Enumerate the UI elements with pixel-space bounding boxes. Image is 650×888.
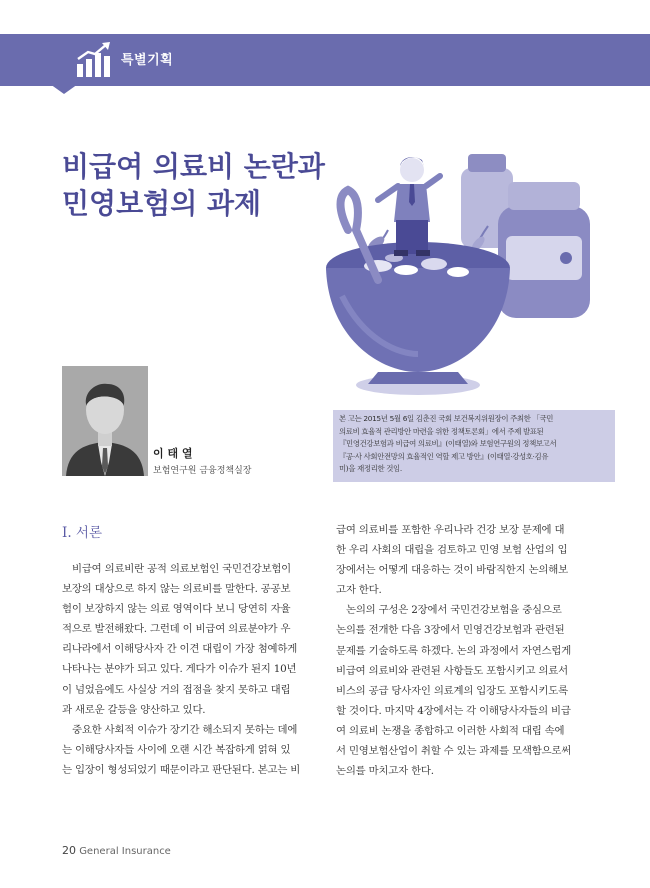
body-column-right <box>336 520 596 781</box>
note-line: 본 고는 2015년 5월 6일 김춘진 국회 보건복지위원장이 주최한 「국민 <box>339 414 554 423</box>
paragraph-line: 이 넘었음에도 사실상 거의 접점을 찾지 못하고 대립 <box>62 683 291 696</box>
note-line: 의료비 효율적 관리방안 마련을 위한 정책토론회」에서 주제 발표된 <box>339 426 544 436</box>
title-line: 비급여 의료비 논란과 <box>62 150 325 183</box>
note-line: 미)을 재정리한 것임. <box>339 464 402 473</box>
paragraph-line: 는 입장이 형성되었기 때문이라고 판단된다. 본고는 비 <box>62 763 301 776</box>
note-line: 『민영건강보험과 비급여 의료비』(이태열)와 보험연구원의 정책보고서 <box>339 439 557 448</box>
author-name: 이 태 열 <box>153 447 193 460</box>
paragraph-line: 비급여 의료비와 관련된 사항들도 포함시키고 의료서 <box>336 664 568 677</box>
paragraph-line: 비스의 공급 당사자인 의료계의 입장도 포함시키도록 <box>336 684 568 697</box>
body-column-left <box>62 559 322 780</box>
paragraph-line: 리나라에서 이해당사자 간 이견 대립이 가장 첨예하게 <box>62 643 298 656</box>
medicine-bowl-illustration <box>318 140 618 402</box>
section-label: 특별기획 <box>121 53 174 68</box>
title-line: 민영보험의 과제 <box>62 187 262 220</box>
paragraph-line: 보장의 대상으로 하지 않는 의료비를 말한다. 공공보 <box>62 583 291 596</box>
author-affiliation: 보험연구원 금융정책실장 <box>153 466 252 476</box>
paragraph-line: 험이 보장하지 않는 의료 영역이다 보니 당연히 자율 <box>62 603 291 616</box>
paragraph-line: 논의를 전개한 다음 3장에서 민영건강보험과 관련된 <box>336 624 565 637</box>
paragraph-line: 할 것이다. 마지막 4장에서는 각 이해당사자들의 비급 <box>336 704 571 717</box>
paragraph-line: 는 이해당사자들 사이에 오랜 시간 복잡하게 얽혀 있 <box>62 743 291 756</box>
paragraph-line: 적으로 발전해왔다. 그런데 이 비급여 의료분야가 우 <box>62 623 291 636</box>
paragraph-line: 비급여 의료비란 공적 의료보험인 국민건강보험이 <box>72 563 291 575</box>
paragraph-line: 논의의 구성은 2장에서 국민건강보험을 중심으로 <box>346 604 562 617</box>
author-photo <box>62 366 148 476</box>
article-title <box>62 148 325 222</box>
banner-notch <box>50 84 78 94</box>
page-footer <box>62 844 171 857</box>
publication-name: General Insurance <box>79 846 171 857</box>
bar-chart-icon <box>74 40 114 80</box>
paragraph-line: 여 의료비 논쟁을 종합하고 이러한 사회적 대립 속에 <box>336 724 565 737</box>
paragraph-line: 과 새로운 갈등을 양산하고 있다. <box>62 703 206 716</box>
paragraph-line: 문제를 기술하도록 하겠다. 논의 과정에서 자연스럽게 <box>336 644 572 657</box>
note-line: 『공·사 사회안전망의 효율적인 역할 제고 방안』(이태열·강성호·김유 <box>339 451 549 461</box>
page-number: 20 <box>62 844 76 857</box>
section-heading: Ⅰ. 서론 <box>62 525 102 541</box>
source-note <box>333 410 615 482</box>
paragraph-line: 논의를 마치고자 한다. <box>336 765 434 778</box>
paragraph-line: 고자 한다. <box>336 584 382 597</box>
paragraph-line: 나타나는 분야가 되고 있다. 게다가 이슈가 된지 10년 <box>62 663 297 676</box>
paragraph-line: 서 민영보험산업이 취할 수 있는 과제를 모색함으로써 <box>336 745 572 758</box>
paragraph-line: 중요한 사회적 이슈가 장기간 해소되지 못하는 데에 <box>72 723 298 736</box>
paragraph-line: 한 우리 사회의 대립을 검토하고 민영 보험 산업의 입 <box>336 544 568 557</box>
paragraph-line: 급여 의료비를 포함한 우리나라 건강 보장 문제에 대 <box>336 524 565 536</box>
paragraph-line: 장에서는 어떻게 대응하는 것이 바람직한지 논의해보 <box>336 564 568 577</box>
